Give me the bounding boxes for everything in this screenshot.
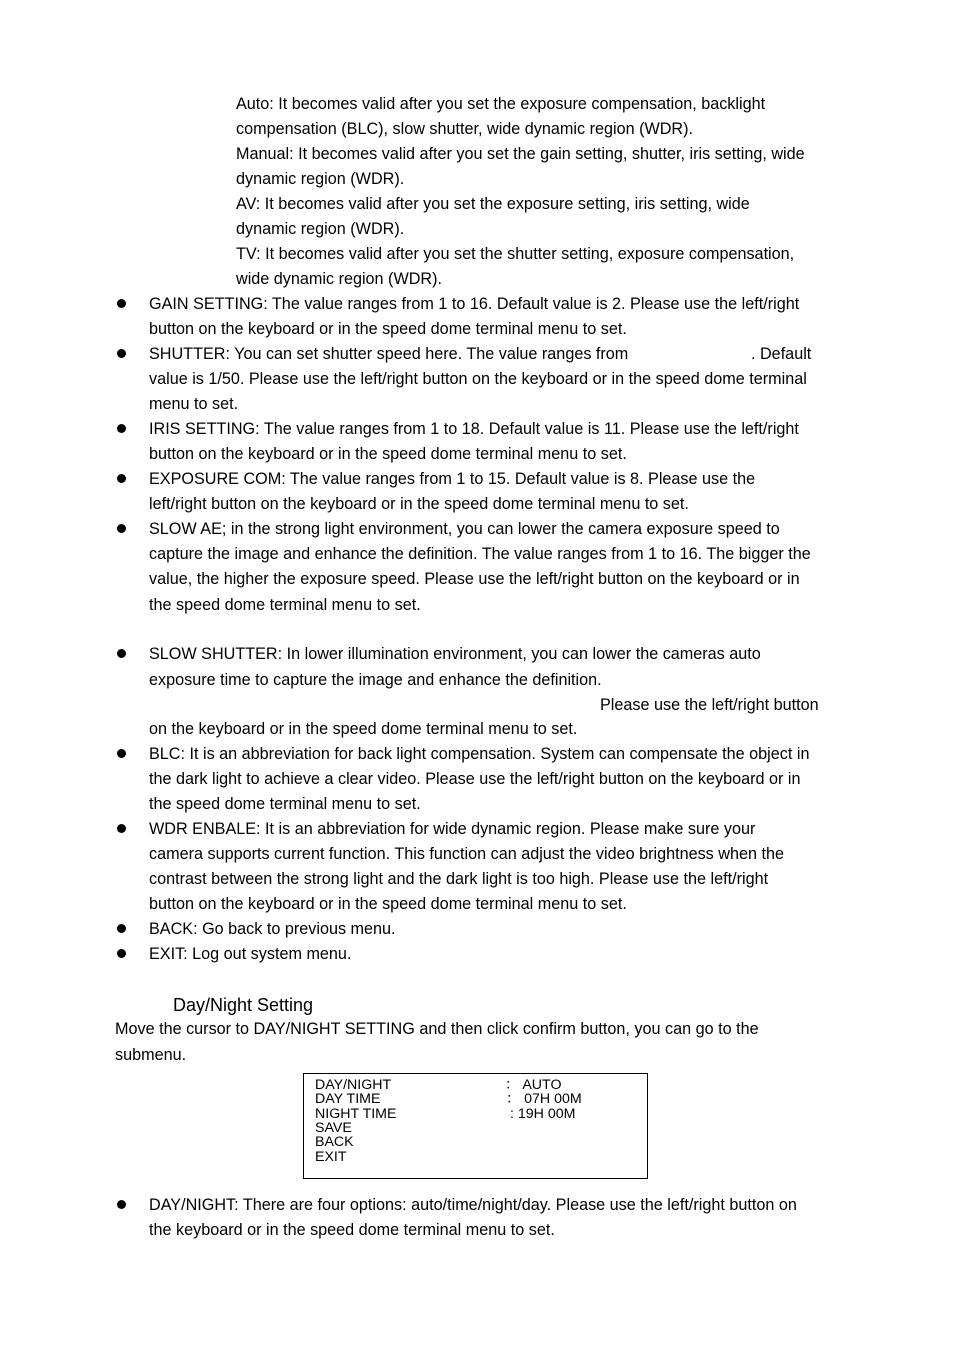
bullet-slow-ae: the speed dome terminal menu to set.: [149, 596, 421, 614]
bullet-day-night: DAY/NIGHT: There are four options: auto/time/night/day. Please use the left/right button on: [149, 1196, 797, 1214]
bullet-wdr-enable: contrast between the strong light and the dark light is too high. Please use the left/right: [149, 870, 769, 888]
bullet-shutter: SHUTTER: You can set shutter speed here. The value ranges from: [149, 345, 629, 363]
bullet-marker: [117, 749, 126, 758]
bullet-wdr-enable: camera supports current function. This function can adjust the video brightness when the: [149, 845, 784, 863]
bullet-blc: the speed dome terminal menu to set.: [149, 795, 421, 813]
section-body: Move the cursor to DAY/NIGHT SETTING and then click confirm button, you can go to the: [115, 1020, 759, 1038]
menu-label-day-time: DAY TIME: [315, 1091, 381, 1107]
bullet-marker: [117, 1200, 126, 1209]
intro-line: AV: It becomes valid after you set the exposure setting, iris setting, wide: [236, 195, 750, 213]
intro-line: dynamic region (WDR).: [236, 220, 405, 238]
bullet-blc: the dark light to achieve a clear video. Please use the left/right button on the keyboard or in: [149, 770, 801, 788]
intro-line: wide dynamic region (WDR).: [236, 270, 442, 288]
bullet-exit: EXIT: Log out system menu.: [149, 945, 352, 963]
intro-line: Auto: It becomes valid after you set the exposure compensation, backlight: [236, 95, 766, 113]
bullet-blc: BLC: It is an abbreviation for back light compensation. System can compensate the object in: [149, 745, 810, 763]
bullet-marker: [117, 349, 126, 358]
bullet-marker: [117, 474, 126, 483]
bullet-slow-shutter: exposure time to capture the image and enhance the definition.: [149, 671, 602, 689]
menu-label-save: SAVE: [315, 1120, 352, 1136]
bullet-shutter: menu to set.: [149, 395, 239, 413]
section-body: submenu.: [115, 1046, 187, 1064]
bullet-slow-ae: capture the image and enhance the definition. The value ranges from 1 to 16. The bigger the: [149, 545, 811, 563]
bullet-marker: [117, 299, 126, 308]
menu-label-day-night: DAY/NIGHT: [315, 1077, 392, 1093]
bullet-wdr-enable: button on the keyboard or in the speed dome terminal menu to set.: [149, 895, 627, 913]
menu-value-day-time: ： 07H 00M: [506, 1091, 582, 1107]
intro-line: compensation (BLC), slow shutter, wide dynamic region (WDR).: [236, 120, 694, 138]
bullet-marker: [117, 524, 126, 533]
bullet-slow-shutter: on the keyboard or in the speed dome terminal menu to set.: [149, 720, 578, 738]
bullet-slow-ae: SLOW AE; in the strong light environment, you can lower the camera exposure speed to: [149, 520, 780, 538]
menu-label-night-time: NIGHT TIME: [315, 1106, 397, 1122]
bullet-shutter: . Default: [751, 345, 812, 363]
bullet-exposure-com: left/right button on the keyboard or in the speed dome terminal menu to set.: [149, 495, 689, 513]
bullet-exposure-com: EXPOSURE COM: The value ranges from 1 to 15. Default value is 8. Please use the: [149, 470, 756, 488]
intro-line: TV: It becomes valid after you set the shutter setting, exposure compensation,: [236, 245, 795, 263]
bullet-iris-setting: IRIS SETTING: The value ranges from 1 to 18. Default value is 11. Please use the left/right: [149, 420, 799, 438]
intro-line: dynamic region (WDR).: [236, 170, 405, 188]
bullet-marker: [117, 949, 126, 958]
bullet-gain-setting: button on the keyboard or in the speed dome terminal menu to set.: [149, 320, 627, 338]
menu-label-exit: EXIT: [315, 1149, 347, 1165]
bullet-shutter: value is 1/50. Please use the left/right button on the keyboard or in the speed dome terminal: [149, 370, 807, 388]
menu-value-day-night: ： AUTO: [505, 1077, 562, 1093]
bullet-iris-setting: button on the keyboard or in the speed dome terminal menu to set.: [149, 445, 627, 463]
bullet-gain-setting: GAIN SETTING: The value ranges from 1 to 16. Default value is 2. Please use the left/right: [149, 295, 800, 313]
bullet-marker: [117, 924, 126, 933]
bullet-day-night: the keyboard or in the speed dome terminal menu to set.: [149, 1221, 555, 1239]
bullet-slow-shutter: SLOW SHUTTER: In lower illumination environment, you can lower the cameras auto: [149, 645, 761, 663]
bullet-wdr-enable: WDR ENBALE: It is an abbreviation for wide dynamic region. Please make sure your: [149, 820, 756, 838]
bullet-back: BACK: Go back to previous menu.: [149, 920, 396, 938]
intro-line: Manual: It becomes valid after you set the gain setting, shutter, iris setting, wide: [236, 145, 805, 163]
bullet-marker: [117, 424, 126, 433]
menu-label-back: BACK: [315, 1134, 354, 1150]
menu-value-night-time: : 19H 00M: [510, 1106, 576, 1122]
bullet-marker: [117, 649, 126, 658]
bullet-slow-ae: value, the higher the exposure speed. Please use the left/right button on the keyboard or in: [149, 570, 800, 588]
bullet-slow-shutter: Please use the left/right button: [600, 696, 819, 714]
section-heading: Day/Night Setting: [173, 995, 314, 1015]
bullet-marker: [117, 824, 126, 833]
